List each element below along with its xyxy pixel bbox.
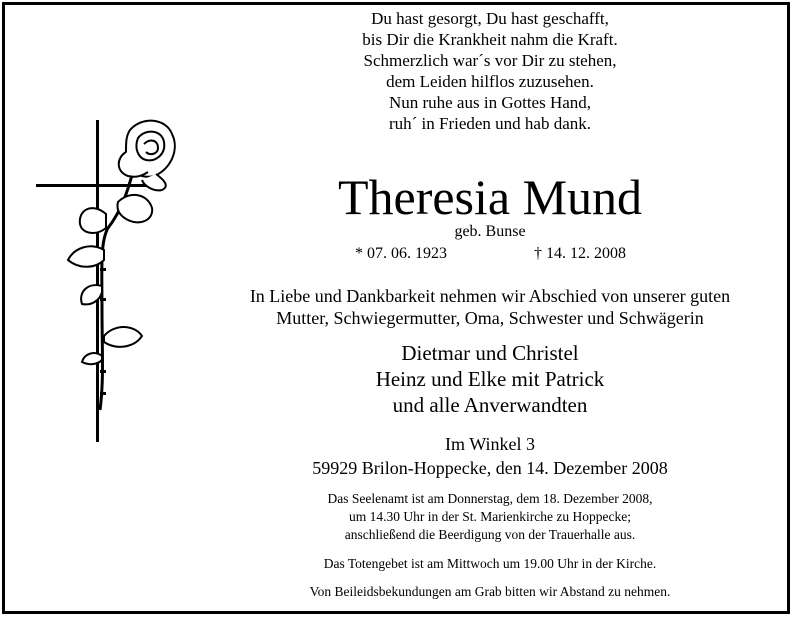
poem-line: ruh´ in Frieden und hab dank. [388, 114, 592, 133]
notice-line: anschließend die Beerdigung von der Trauerhalle aus. [344, 527, 636, 542]
poem-line: Nun ruhe aus in Gottes Hand, [388, 93, 592, 112]
deceased-name: Theresia Mund [337, 169, 643, 225]
mourner-line: Heinz und Elke mit Patrick [375, 367, 605, 391]
poem-line: bis Dir die Krankheit nahm die Kraft. [362, 30, 618, 49]
notice-line: Das Totengebet ist am Mittwoch um 19.00 Uhr in der Kirche. [323, 556, 657, 571]
address-line: 59929 Brilon-Hoppecke, den 14. Dezember 2008 [312, 458, 668, 478]
birth-date: * 07. 06. 1923 [355, 245, 447, 262]
address-line: Im Winkel 3 [445, 434, 535, 454]
farewell-text [200, 285, 780, 329]
mourner-line: Dietmar und Christel [401, 341, 579, 365]
prayer-notice [200, 555, 780, 573]
mass-notice [200, 490, 780, 544]
farewell-line: Mutter, Schwiegermutter, Oma, Schwester und Schwägerin [276, 308, 704, 328]
birth-name: geb. Bunse [454, 223, 526, 240]
address-block [200, 432, 780, 480]
notice-line: Von Beileidsbekundungen am Grab bitten wir Abstand zu nehmen. [309, 584, 671, 599]
notice-line: Das Seelenamt ist am Donnerstag, dem 18. Dezember 2008, [327, 491, 653, 506]
condolence-notice [200, 583, 780, 601]
cross-with-rose-icon [30, 110, 180, 450]
mourners [200, 340, 780, 418]
poem-line: Schmerzlich war´s vor Dir zu stehen, [363, 51, 617, 70]
farewell-line: In Liebe und Dankbarkeit nehmen wir Abschied von unserer guten [249, 286, 731, 306]
poem-line: Du hast gesorgt, Du hast geschafft, [371, 9, 609, 28]
mourner-line: und alle Anverwandten [392, 393, 588, 417]
notice-line: um 14.30 Uhr in der St. Marienkirche zu Hoppecke; [349, 509, 631, 524]
death-date: † 14. 12. 2008 [534, 245, 626, 262]
poem-verse [200, 8, 780, 134]
poem-line: dem Leiden hilflos zuzusehen. [386, 72, 594, 91]
